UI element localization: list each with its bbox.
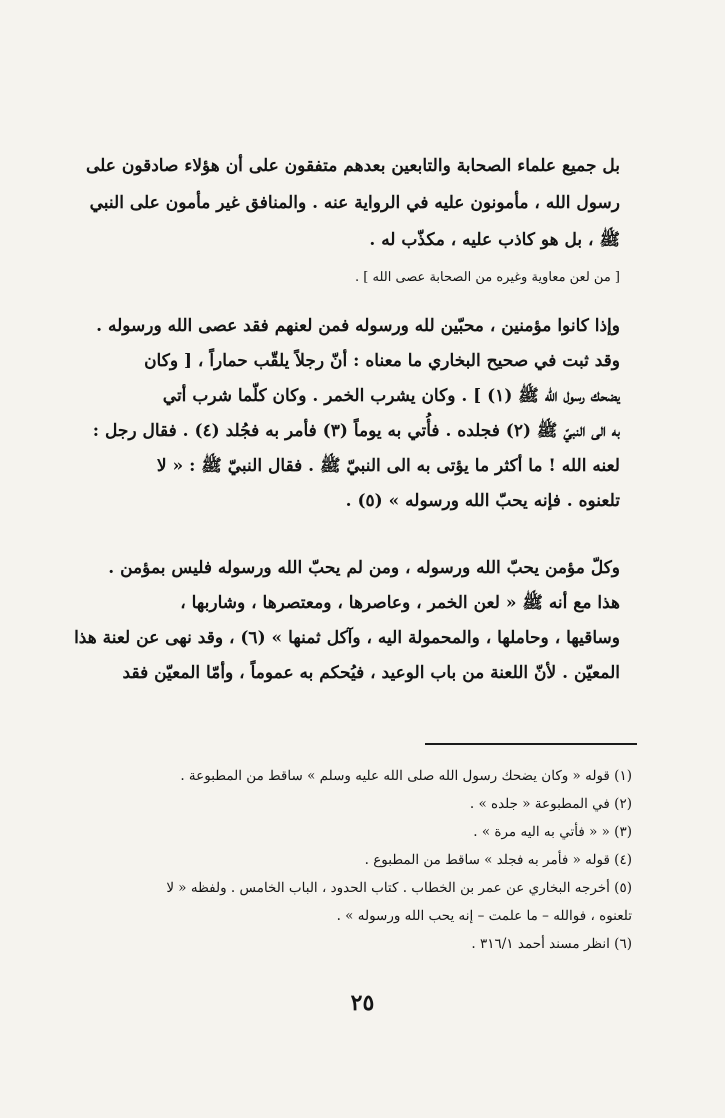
- main-text: [74, 148, 620, 691]
- text-line: وقد ثبت في صحيح البخاري ما معناه : أنّ رجلاً يلقّب حماراً ، [ وكان: [144, 351, 620, 371]
- text-line: وساقيها ، وحاملها ، والمحمولة اليه ، وآكل ثمنها » (٦) ، وقد نهى عن لعنة هذا: [74, 628, 620, 648]
- footnote: (٣) « « فأتي به اليه مرة » .: [473, 824, 632, 840]
- footnote: (٦) انظر مسند أحمد ٣١٦/١ .: [471, 936, 632, 952]
- paragraph-3: [74, 551, 620, 691]
- text-line: هذا مع أنه ﷺ « لعن الخمر ، وعاصرها ، ومعتصرها ، وشاربها ،: [180, 593, 620, 613]
- footnote: (٤) قوله « فأمر به فجلد » ساقط من المطبوع .: [364, 852, 632, 868]
- footnotes: [92, 762, 632, 958]
- footnote-continuation: تلعنوه ، فوالله – ما علمت – إنه يحب الله ورسوله » .: [336, 908, 632, 924]
- bracket-note: [ من لعن معاوية وغيره من الصحابة عصى الله ] .: [355, 270, 620, 285]
- text-line: ﷺ ، بل هو كاذب عليه ، مكذّب له .: [369, 230, 620, 250]
- paragraph-2: [92, 309, 620, 519]
- text-line: يضحك رسول الله ﷺ (١) ] . وكان يشرب الخمر . وكان كلّما شرب أتي: [162, 386, 620, 406]
- page-number: ٢٥: [350, 990, 375, 1016]
- text-line: به الى النبيّ ﷺ (٢) فجلده . فأُتي به يوماً (٣) فأمر به فجُلد (٤) . فقال رجل :: [92, 421, 620, 441]
- text-line: وإذا كانوا مؤمنين ، محبّين لله ورسوله فمن لعنهم فقد عصى الله ورسوله .: [96, 316, 620, 336]
- text-line: تلعنوه . فإنه يحبّ الله ورسوله » (٥) .: [345, 491, 620, 511]
- text-line: رسول الله ، مأمونون عليه في الرواية عنه . والمنافق غير مأمون على النبي: [89, 193, 620, 213]
- paragraph-1: [85, 148, 620, 259]
- footnote: (١) قوله « وكان يضحك رسول الله صلى الله عليه وسلم » ساقط من المطبوعة .: [180, 768, 632, 784]
- text-line: لعنه الله ! ما أكثر ما يؤتى به الى النبيّ ﷺ . فقال النبيّ ﷺ : « لا: [156, 456, 620, 476]
- footnote: (٥) أخرجه البخاري عن عمر بن الخطاب . كتاب الحدود ، الباب الخامس . ولفظه « لا: [166, 880, 632, 896]
- footnote-divider: [425, 743, 637, 745]
- text-line: المعيّن . لأنّ اللعنة من باب الوعيد ، فيُحكم به عموماً ، وأمّا المعيّن فقد: [122, 663, 620, 683]
- text-line: بل جميع علماء الصحابة والتابعين بعدهم متفقون على أن هؤلاء صادقون على: [85, 156, 620, 176]
- text-line: وكلّ مؤمن يحبّ الله ورسوله ، ومن لم يحبّ الله ورسوله فليس بمؤمن .: [108, 558, 620, 578]
- footnote: (٢) في المطبوعة « جلده » .: [469, 796, 632, 812]
